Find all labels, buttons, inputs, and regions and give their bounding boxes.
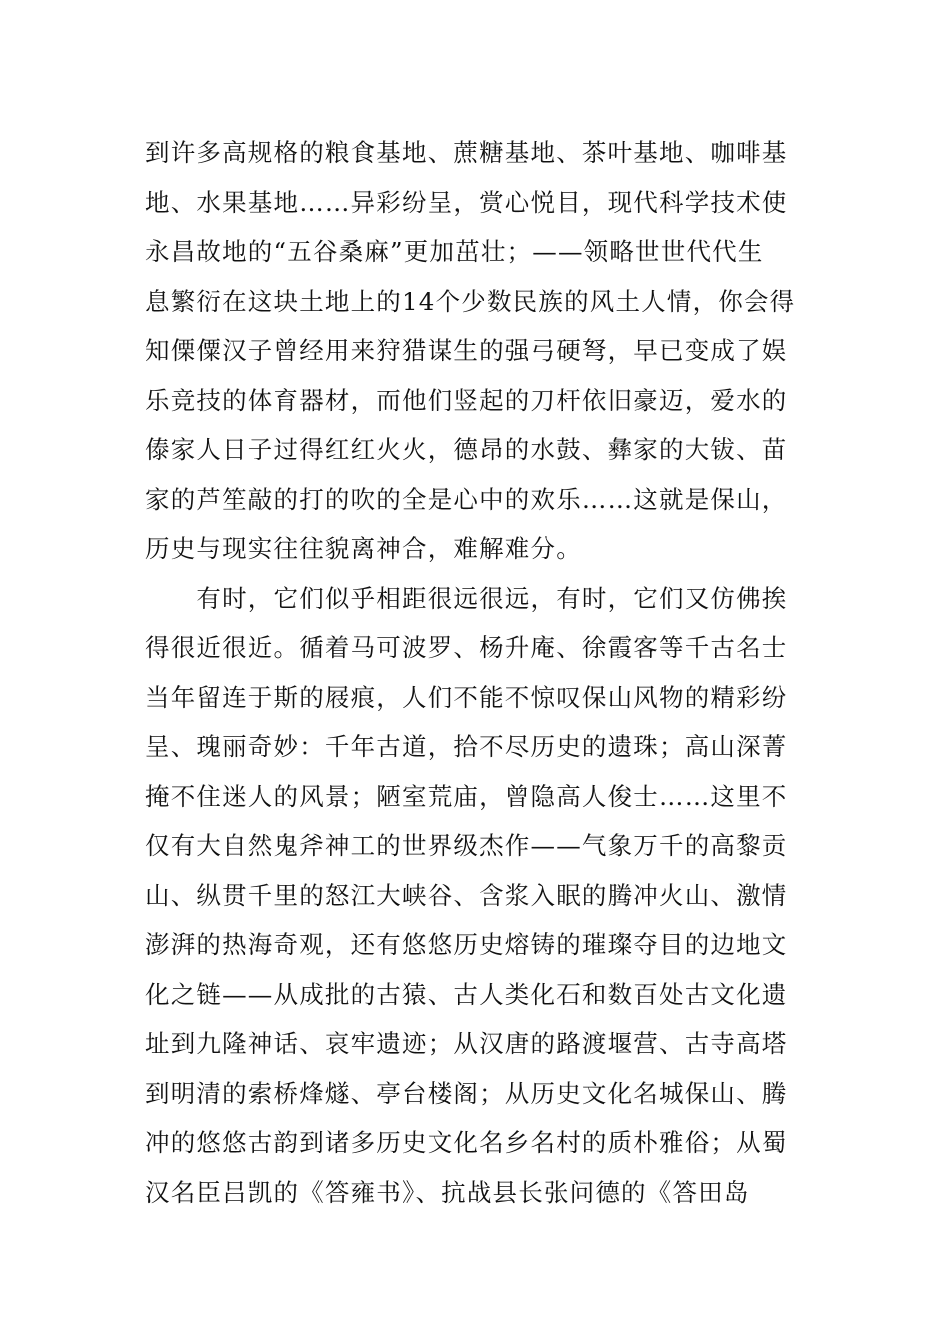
text-line: 冲的悠悠古韵到诸多历史文化名乡名村的质朴雅俗；从蜀 xyxy=(145,1128,788,1157)
text-line: 呈、瑰丽奇妙：千年古道，拾不尽历史的遗珠；高山深菁 xyxy=(145,732,788,761)
text-line: 化之链——从成批的古猿、古人类化石和数百处古文化遗 xyxy=(145,979,788,1009)
text-line: 知傈僳汉子曾经用来狩猎谋生的强弓硬弩，早已变成了娱 xyxy=(145,336,788,365)
text-line: 息繁衍在这块土地上的14个少数民族的风土人情，你会得 xyxy=(145,286,796,316)
text-line: 历史与现实往往貌离神合，难解难分。 xyxy=(145,534,582,563)
text-line: 地、水果基地……异彩纷呈，赏心悦目，现代科学技术使 xyxy=(145,187,788,217)
text-line: 当年留连于斯的屐痕，人们不能不惊叹保山风物的精彩纷 xyxy=(145,682,788,712)
text-line: 澎湃的热海奇观，还有悠悠历史熔铸的璀璨夺目的边地文 xyxy=(145,930,788,959)
text-line: 汉名臣吕凯的《答雍书》、抗战县长张问德的《答田岛 xyxy=(145,1177,750,1207)
text-line: 仅有大自然鬼斧神工的世界级杰作——气象万千的高黎贡 xyxy=(145,831,788,860)
text-line: 掩不住迷人的风景；陋室荒庙，曾隐高人俊士……这里不 xyxy=(145,781,788,811)
text-line: 永昌故地的“五谷桑麻”更加茁壮；——领略世世代代生 xyxy=(145,237,764,266)
text-line: 到许多高规格的粮食基地、蔗糖基地、茶叶基地、咖啡基 xyxy=(145,138,788,167)
text-line: 到明清的索桥烽燧、亭台楼阁；从历史文化名城保山、腾 xyxy=(145,1078,788,1108)
text-line: 傣家人日子过得红红火火，德昂的水鼓、彝家的大钹、苗 xyxy=(145,435,788,464)
text-line: 得很近很近。循着马可波罗、杨升庵、徐霞客等千古名士 xyxy=(145,633,788,662)
text-line: 山、纵贯千里的怒江大峡谷、含浆入眠的腾冲火山、激情 xyxy=(145,880,788,910)
text-line: 乐竞技的体育器材，而他们竖起的刀杆依旧豪迈，爱水的 xyxy=(145,385,788,415)
text-line: 有时，它们似乎相距很远很远，有时，它们又仿佛挨 xyxy=(145,583,788,613)
text-line: 家的芦笙敲的打的吹的全是心中的欢乐……这就是保山， xyxy=(145,484,788,514)
text-line: 址到九隆神话、哀牢遗迹；从汉唐的路渡堰营、古寺高塔 xyxy=(145,1029,788,1058)
body-text xyxy=(145,128,810,1217)
